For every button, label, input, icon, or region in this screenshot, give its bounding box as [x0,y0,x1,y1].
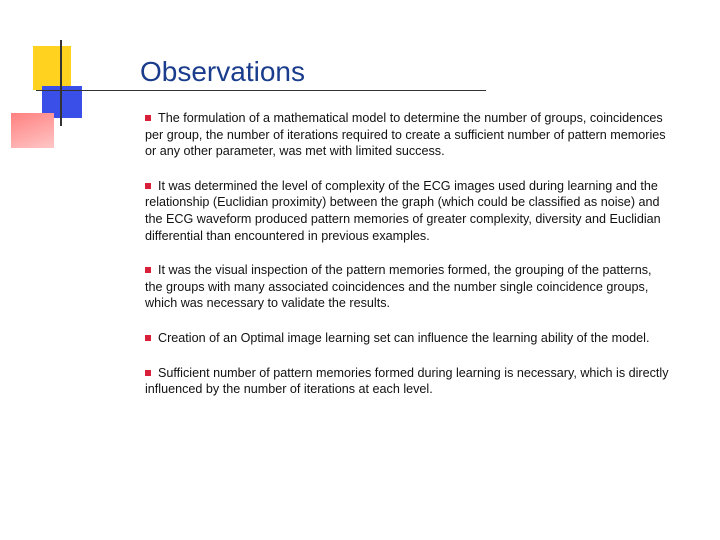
bullet-text: Creation of an Optimal image learning set can influence the learning ability of the model. [158,330,650,345]
bullet-item [145,178,670,244]
bullet-text: It was the visual inspection of the pattern memories formed, the grouping of the patterns, the groups with many associated coincidences and the number single coincidence groups, which was necessary to validate the results. [145,263,652,311]
title-underline [36,90,486,91]
square-bullet-icon [145,335,151,341]
bullet-item [145,365,670,398]
decorative-red-square [11,113,54,148]
bullet-item [145,330,670,347]
square-bullet-icon [145,370,151,376]
bullet-list [145,110,670,398]
bullet-item [145,262,670,312]
bullet-text: The formulation of a mathematical model to determine the number of groups, coincidences per group, the number of iterations required to create a sufficient number of pattern memories or any other parameter, was met with limited success. [145,111,666,159]
decorative-yellow-square [33,46,71,90]
decorative-vertical-line [60,40,62,126]
bullet-text: Sufficient number of pattern memories formed during learning is necessary, which is directly influenced by the number of iterations at each level. [145,365,669,397]
bullet-text: It was determined the level of complexity of the ECG images used during learning and the relationship (Euclidian proximity) between the graph (which could be classified as noise) and the ECG waveform produced pattern memories of greater complexity, diversity and Euclidian differential than encountered in previous examples. [145,178,661,243]
square-bullet-icon [145,115,151,121]
square-bullet-icon [145,183,151,189]
bullet-item [145,110,670,160]
slide-title: Observations [140,56,305,87]
square-bullet-icon [145,267,151,273]
